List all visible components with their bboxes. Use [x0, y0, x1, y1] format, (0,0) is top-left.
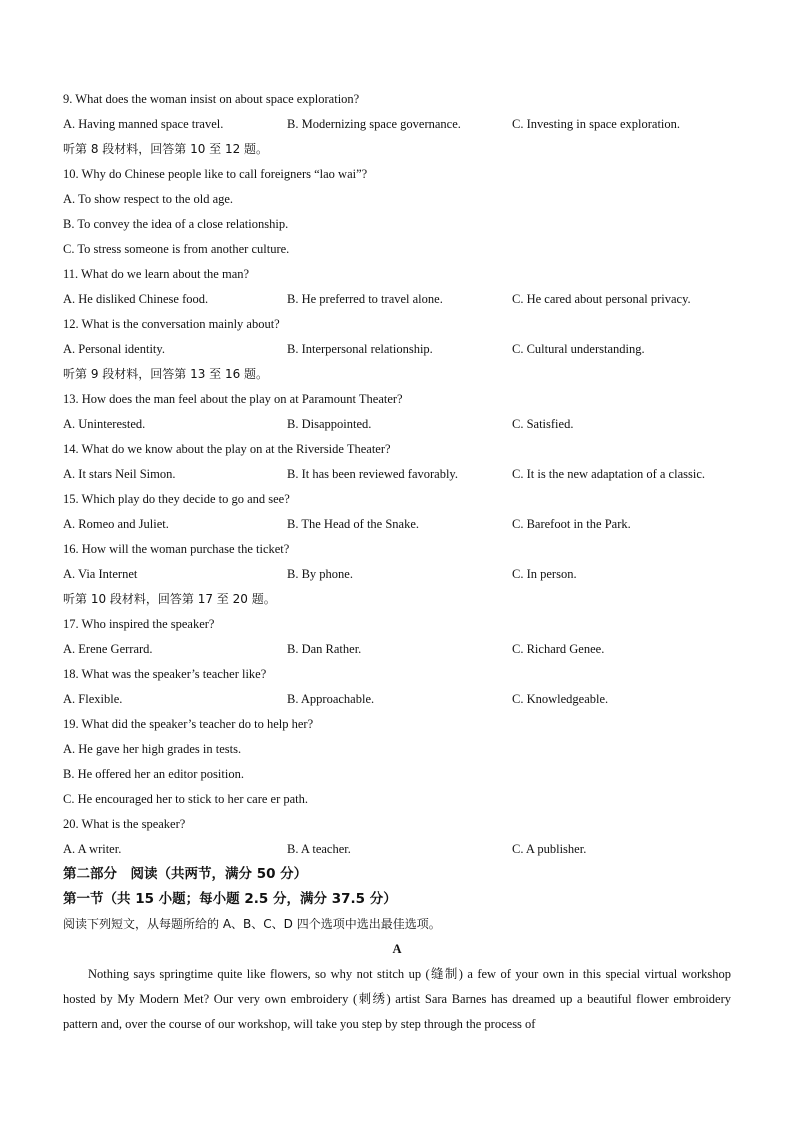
- question-stem: 12. What is the conversation mainly about?: [63, 317, 280, 331]
- option-c: C. It is the new adaptation of a classic.: [512, 467, 705, 481]
- question-line: A. To show respect to the old age.: [63, 192, 234, 206]
- option-a: A. Romeo and Juliet.: [63, 517, 169, 531]
- option-b: B. It has been reviewed favorably.: [287, 467, 458, 481]
- option-a: A. It stars Neil Simon.: [63, 467, 176, 481]
- question-line: 19. What did the speaker’s teacher do to help her?: [63, 717, 314, 731]
- question-line: 10. Why do Chinese people like to call foreigners “lao wai”?: [63, 167, 368, 181]
- option-row: [63, 637, 731, 662]
- option-row: [63, 687, 731, 712]
- option-a: A. Personal identity.: [63, 342, 165, 356]
- option-b: B. Modernizing space governance.: [287, 117, 461, 131]
- option-row: [63, 837, 731, 862]
- option-a: A. Erene Gerrard.: [63, 642, 153, 656]
- question-line: C. To stress someone is from another culture.: [63, 242, 290, 256]
- option-b: B. Disappointed.: [287, 417, 372, 431]
- listening-questions: [63, 87, 731, 862]
- option-a: A. Flexible.: [63, 692, 123, 706]
- option-a: A. Uninterested.: [63, 417, 146, 431]
- option-b: B. Interpersonal relationship.: [287, 342, 433, 356]
- reading-instruction: 阅读下列短文，从每题所给的 A、B、C、D 四个选项中选出最佳选项。: [63, 917, 441, 931]
- passage-label: A: [392, 942, 402, 956]
- question-stem: 14. What do we know about the play on at the Riverside Theater?: [63, 442, 391, 456]
- option-a: A. He disliked Chinese food.: [63, 292, 209, 306]
- option-c: C. He cared about personal privacy.: [512, 292, 691, 306]
- option-b: B. Dan Rather.: [287, 642, 362, 656]
- option-c: C. Richard Genee.: [512, 642, 605, 656]
- question-stem: 13. How does the man feel about the play on at Paramount Theater?: [63, 392, 403, 406]
- option-row: [63, 412, 731, 437]
- option-c: C. Cultural understanding.: [512, 342, 645, 356]
- option-row: [63, 512, 731, 537]
- question-stem: 17. Who inspired the speaker?: [63, 617, 215, 631]
- question-stem: 16. How will the woman purchase the ticket?: [63, 542, 290, 556]
- section-one-title: 第一节（共 15 小题；每小题 2.5 分，满分 37.5 分）: [63, 891, 397, 907]
- option-row: [63, 287, 731, 312]
- option-b: B. A teacher.: [287, 842, 351, 856]
- option-row: [63, 112, 731, 137]
- option-a: A. A writer.: [63, 842, 122, 856]
- option-b: B. By phone.: [287, 567, 353, 581]
- question-stem: 9. What does the woman insist on about space exploration?: [63, 92, 360, 106]
- section-instruction: 听第 10 段材料，回答第 17 至 20 题。: [63, 592, 276, 606]
- question-line: B. To convey the idea of a close relationship.: [63, 217, 289, 231]
- option-c: C. In person.: [512, 567, 577, 581]
- option-row: [63, 337, 731, 362]
- option-a: A. Via Internet: [63, 567, 138, 581]
- question-stem: 15. Which play do they decide to go and see?: [63, 492, 290, 506]
- question-line: C. He encouraged her to stick to her care er path.: [63, 792, 309, 806]
- option-c: C. Investing in space exploration.: [512, 117, 681, 131]
- question-stem: 18. What was the speaker’s teacher like?: [63, 667, 267, 681]
- section-instruction: 听第 9 段材料，回答第 13 至 16 题。: [63, 367, 269, 381]
- option-row: [63, 462, 731, 487]
- option-row: [63, 562, 731, 587]
- option-c: C. A publisher.: [512, 842, 587, 856]
- question-stem: 20. What is the speaker?: [63, 817, 186, 831]
- option-a: A. Having manned space travel.: [63, 117, 224, 131]
- question-line: A. He gave her high grades in tests.: [63, 742, 242, 756]
- option-b: B. The Head of the Snake.: [287, 517, 420, 531]
- option-b: B. He preferred to travel alone.: [287, 292, 443, 306]
- part-two-title: 第二部分 阅读（共两节，满分 50 分）: [63, 866, 308, 882]
- option-b: B. Approachable.: [287, 692, 375, 706]
- exam-page: [63, 87, 731, 1037]
- section-instruction: 听第 8 段材料，回答第 10 至 12 题。: [63, 142, 269, 156]
- passage-a-text: Nothing says springtime quite like flowers, so why not stitch up (缝制) a few of your own in this special virtual workshop hosted by My Modern Met? Our very own embroidery (刺绣) artist Sara Barnes has dreamed up a beautiful flower embroidery pattern and, over the course of our workshop, will take you step by step through the process of: [63, 967, 731, 1031]
- question-line: B. He offered her an editor position.: [63, 767, 244, 781]
- option-c: C. Knowledgeable.: [512, 692, 609, 706]
- question-stem: 11. What do we learn about the man?: [63, 267, 250, 281]
- option-c: C. Satisfied.: [512, 417, 574, 431]
- option-c: C. Barefoot in the Park.: [512, 517, 631, 531]
